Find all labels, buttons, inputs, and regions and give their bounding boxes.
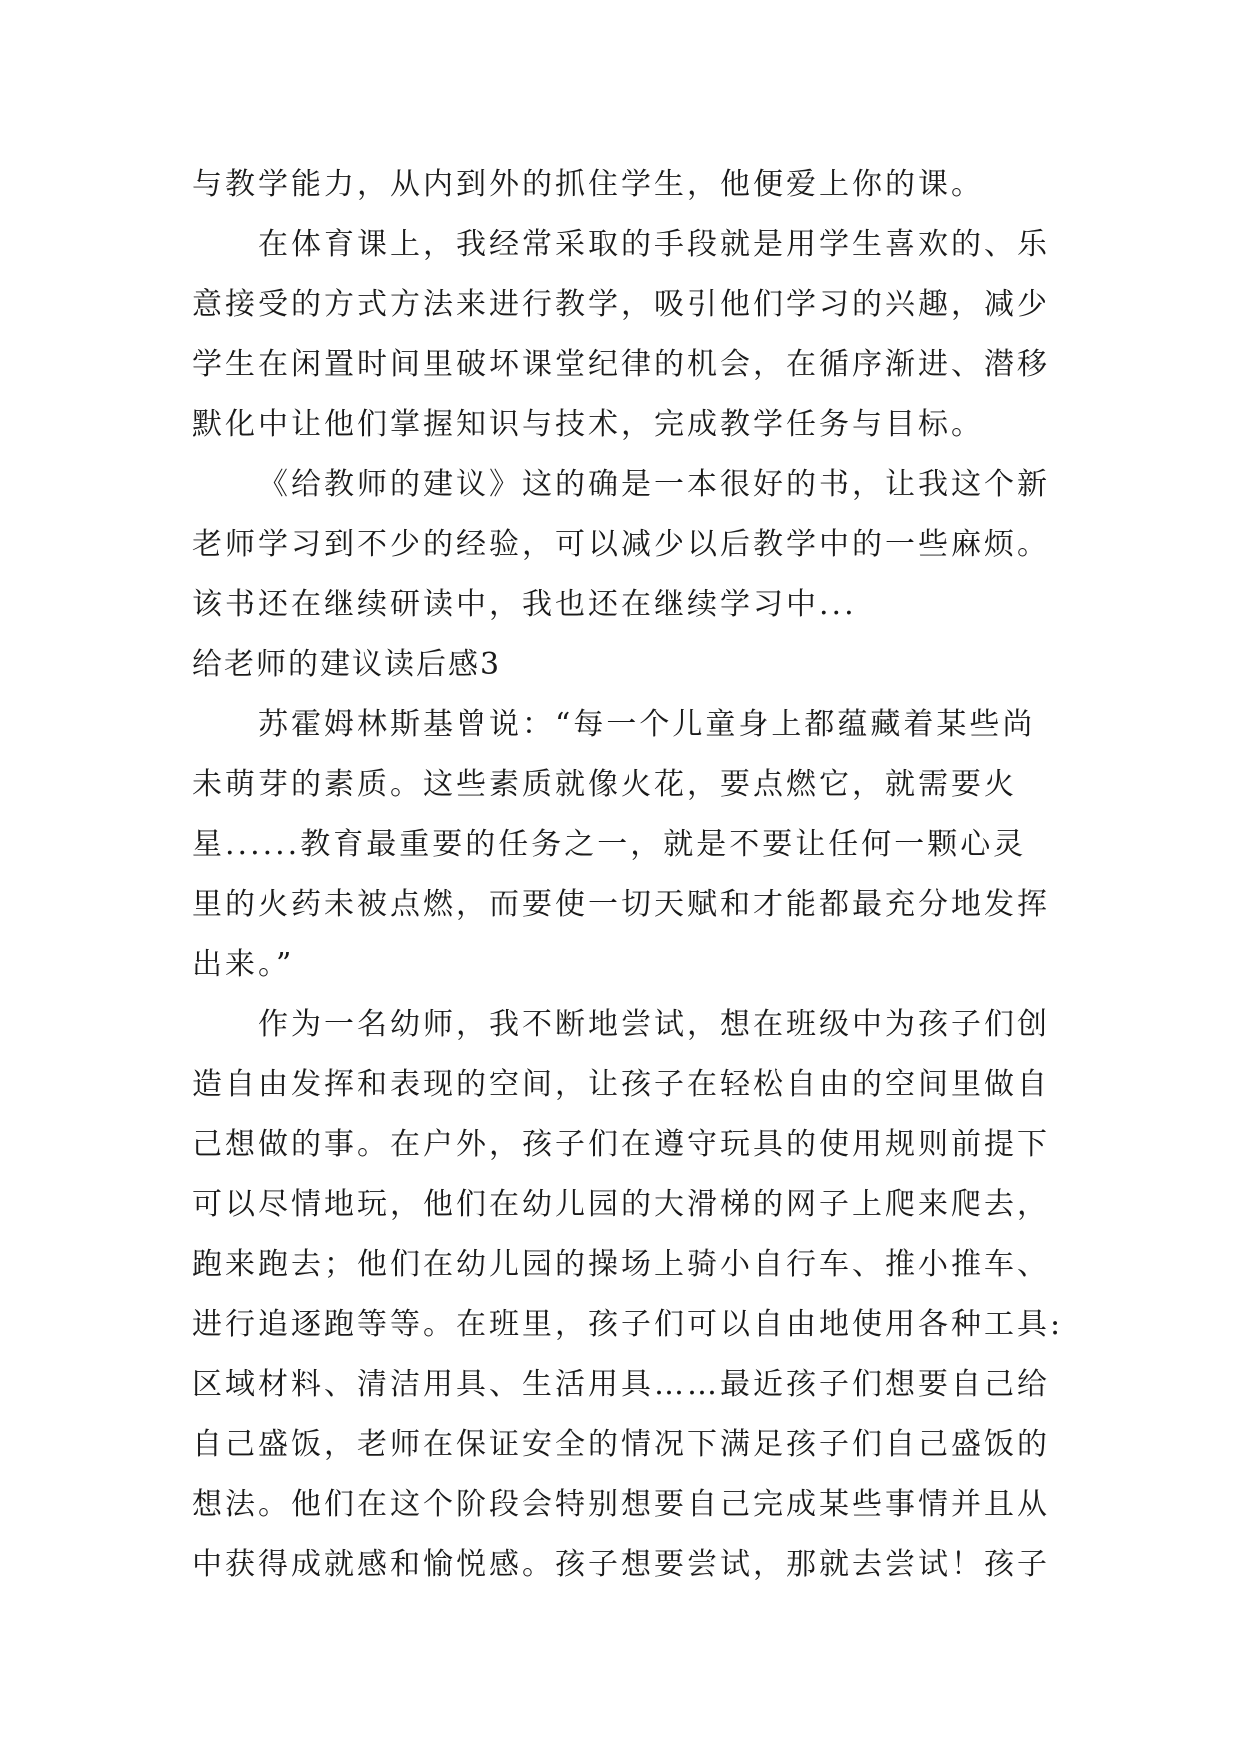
paragraph-start-line: 作为一名幼师，我不断地尝试，想在班级中为孩子们创 [258, 1007, 1050, 1042]
text-line: 星......教育最重要的任务之一，就是不要让任何一颗心灵 [192, 827, 1027, 862]
text-line: 意接受的方式方法来进行教学，吸引他们学习的兴趣，减少 [192, 287, 1050, 322]
paragraph-start-line: 《给教师的建议》这的确是一本很好的书，让我这个新 [258, 467, 1050, 502]
text-line: 跑来跑去；他们在幼儿园的操场上骑小自行车、推小推车、 [192, 1247, 1050, 1282]
text-line: 该书还在继续研读中，我也还在继续学习中... [192, 587, 857, 622]
text-line: 可以尽情地玩，他们在幼儿园的大滑梯的网子上爬来爬去， [192, 1187, 1050, 1222]
text-line: 与教学能力，从内到外的抓住学生，他便爱上你的课。 [192, 167, 984, 202]
text-line: 己想做的事。在户外，孩子们在遵守玩具的使用规则前提下 [192, 1127, 1050, 1162]
text-line: 未萌芽的素质。这些素质就像火花，要点燃它，就需要火 [192, 767, 1017, 802]
text-line: 里的火药未被点燃，而要使一切天赋和才能都最充分地发挥 [192, 887, 1050, 922]
text-line: 学生在闲置时间里破坏课堂纪律的机会，在循序渐进、潜移 [192, 347, 1050, 382]
text-line: 老师学习到不少的经验，可以减少以后教学中的一些麻烦。 [192, 527, 1050, 562]
text-line: 出来。” [192, 947, 295, 982]
text-line: 想法。他们在这个阶段会特别想要自己完成某些事情并且从 [192, 1487, 1050, 1522]
text-line: 中获得成就感和愉悦感。孩子想要尝试，那就去尝试！孩子 [192, 1547, 1050, 1582]
text-line: 默化中让他们掌握知识与技术，完成教学任务与目标。 [192, 407, 984, 442]
text-line: 自己盛饭，老师在保证安全的情况下满足孩子们自己盛饭的 [192, 1427, 1050, 1462]
text-line: 进行追逐跑等等。在班里，孩子们可以自由地使用各种工具: [192, 1307, 1064, 1342]
text-line: 区域材料、清洁用具、生活用具……最近孩子们想要自己给 [192, 1367, 1050, 1402]
paragraph-start-line: 苏霍姆林斯基曾说：“每一个儿童身上都蕴藏着某些尚 [258, 707, 1036, 742]
document-body [192, 160, 1064, 1600]
text-line: 造自由发挥和表现的空间，让孩子在轻松自由的空间里做自 [192, 1067, 1050, 1102]
paragraph-start-line: 在体育课上，我经常采取的手段就是用学生喜欢的、乐 [258, 227, 1050, 262]
section-title: 给老师的建议读后感3 [192, 647, 502, 682]
